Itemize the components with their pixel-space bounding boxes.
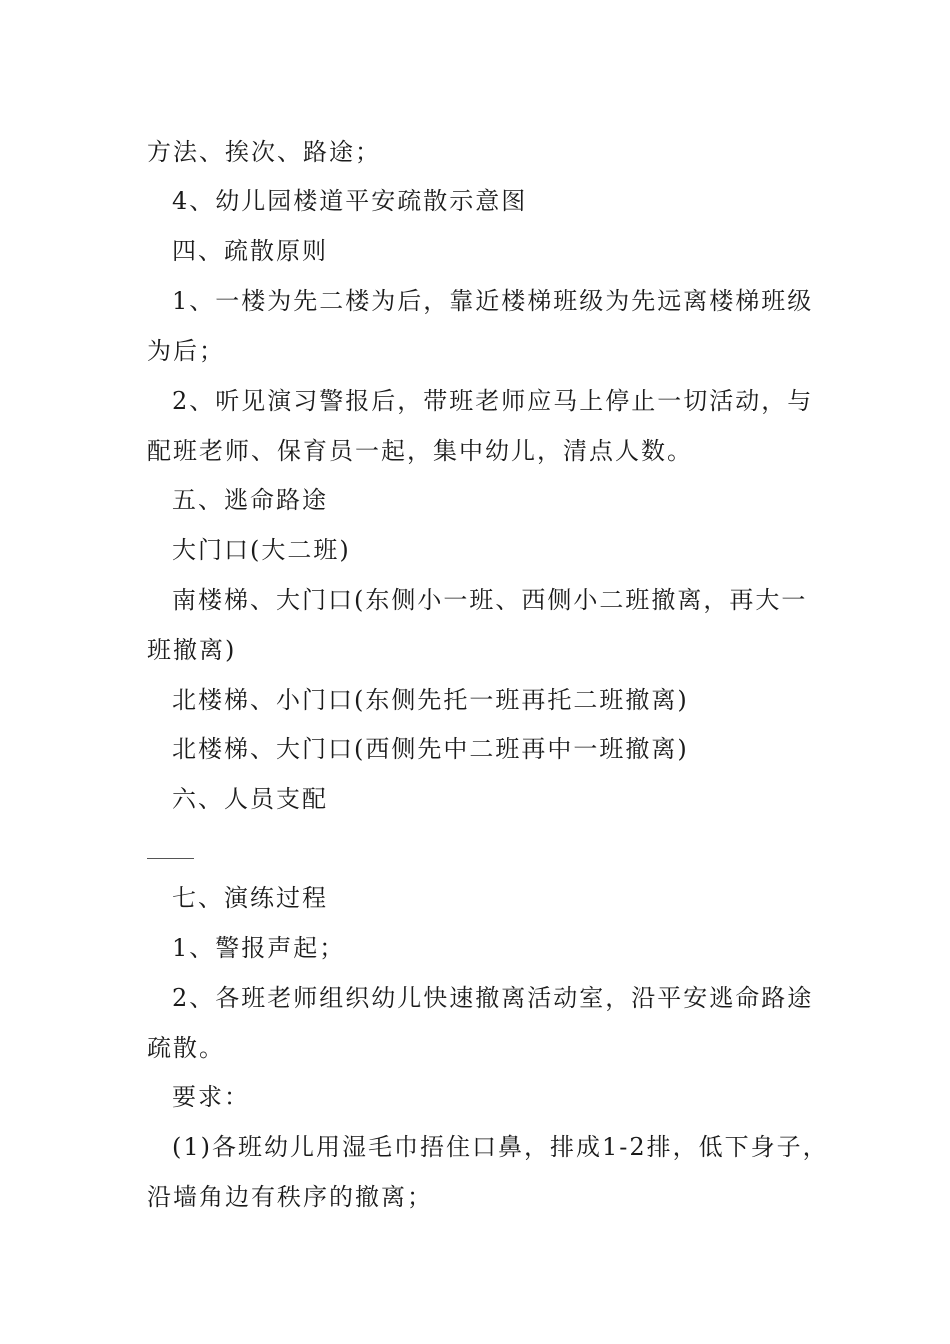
text-line: 南楼梯、大门口(东侧小一班、西侧小二班撤离，再大一 bbox=[172, 586, 808, 614]
section-heading: 六、人员支配 bbox=[172, 785, 328, 813]
text-line: 沿墙角边有秩序的撤离； bbox=[147, 1183, 433, 1211]
text-line: 方法、挨次、路途； bbox=[147, 138, 381, 166]
text-line: 北楼梯、大门口(西侧先中二班再中一班撤离) bbox=[172, 735, 689, 763]
text-line: 1、一楼为先二楼为后，靠近楼梯班级为先远离楼梯班级 bbox=[172, 287, 814, 315]
text-line: 2、各班老师组织幼儿快速撤离活动室，沿平安逃命路途 bbox=[172, 984, 814, 1012]
dash-divider bbox=[147, 858, 194, 859]
text-line: 要求： bbox=[172, 1083, 250, 1111]
text-line: 为后； bbox=[147, 337, 225, 365]
section-heading: 四、疏散原则 bbox=[172, 237, 328, 265]
text-line: 4、幼儿园楼道平安疏散示意图 bbox=[172, 187, 528, 215]
text-line: 1、警报声起； bbox=[172, 934, 346, 962]
text-line: 大门口(大二班) bbox=[172, 536, 351, 564]
text-line: (1)各班幼儿用湿毛巾捂住口鼻，排成1-2排，低下身子， bbox=[172, 1133, 829, 1161]
section-heading: 七、演练过程 bbox=[172, 884, 328, 912]
section-heading: 五、逃命路途 bbox=[172, 486, 328, 514]
text-line: 配班老师、保育员一起，集中幼儿，清点人数。 bbox=[147, 437, 693, 465]
text-line: 北楼梯、小门口(东侧先托一班再托二班撤离) bbox=[172, 686, 689, 714]
text-line: 2、听见演习警报后，带班老师应马上停止一切活动，与 bbox=[172, 387, 814, 415]
text-line: 班撤离) bbox=[147, 636, 237, 664]
text-line: 疏散。 bbox=[147, 1034, 225, 1062]
